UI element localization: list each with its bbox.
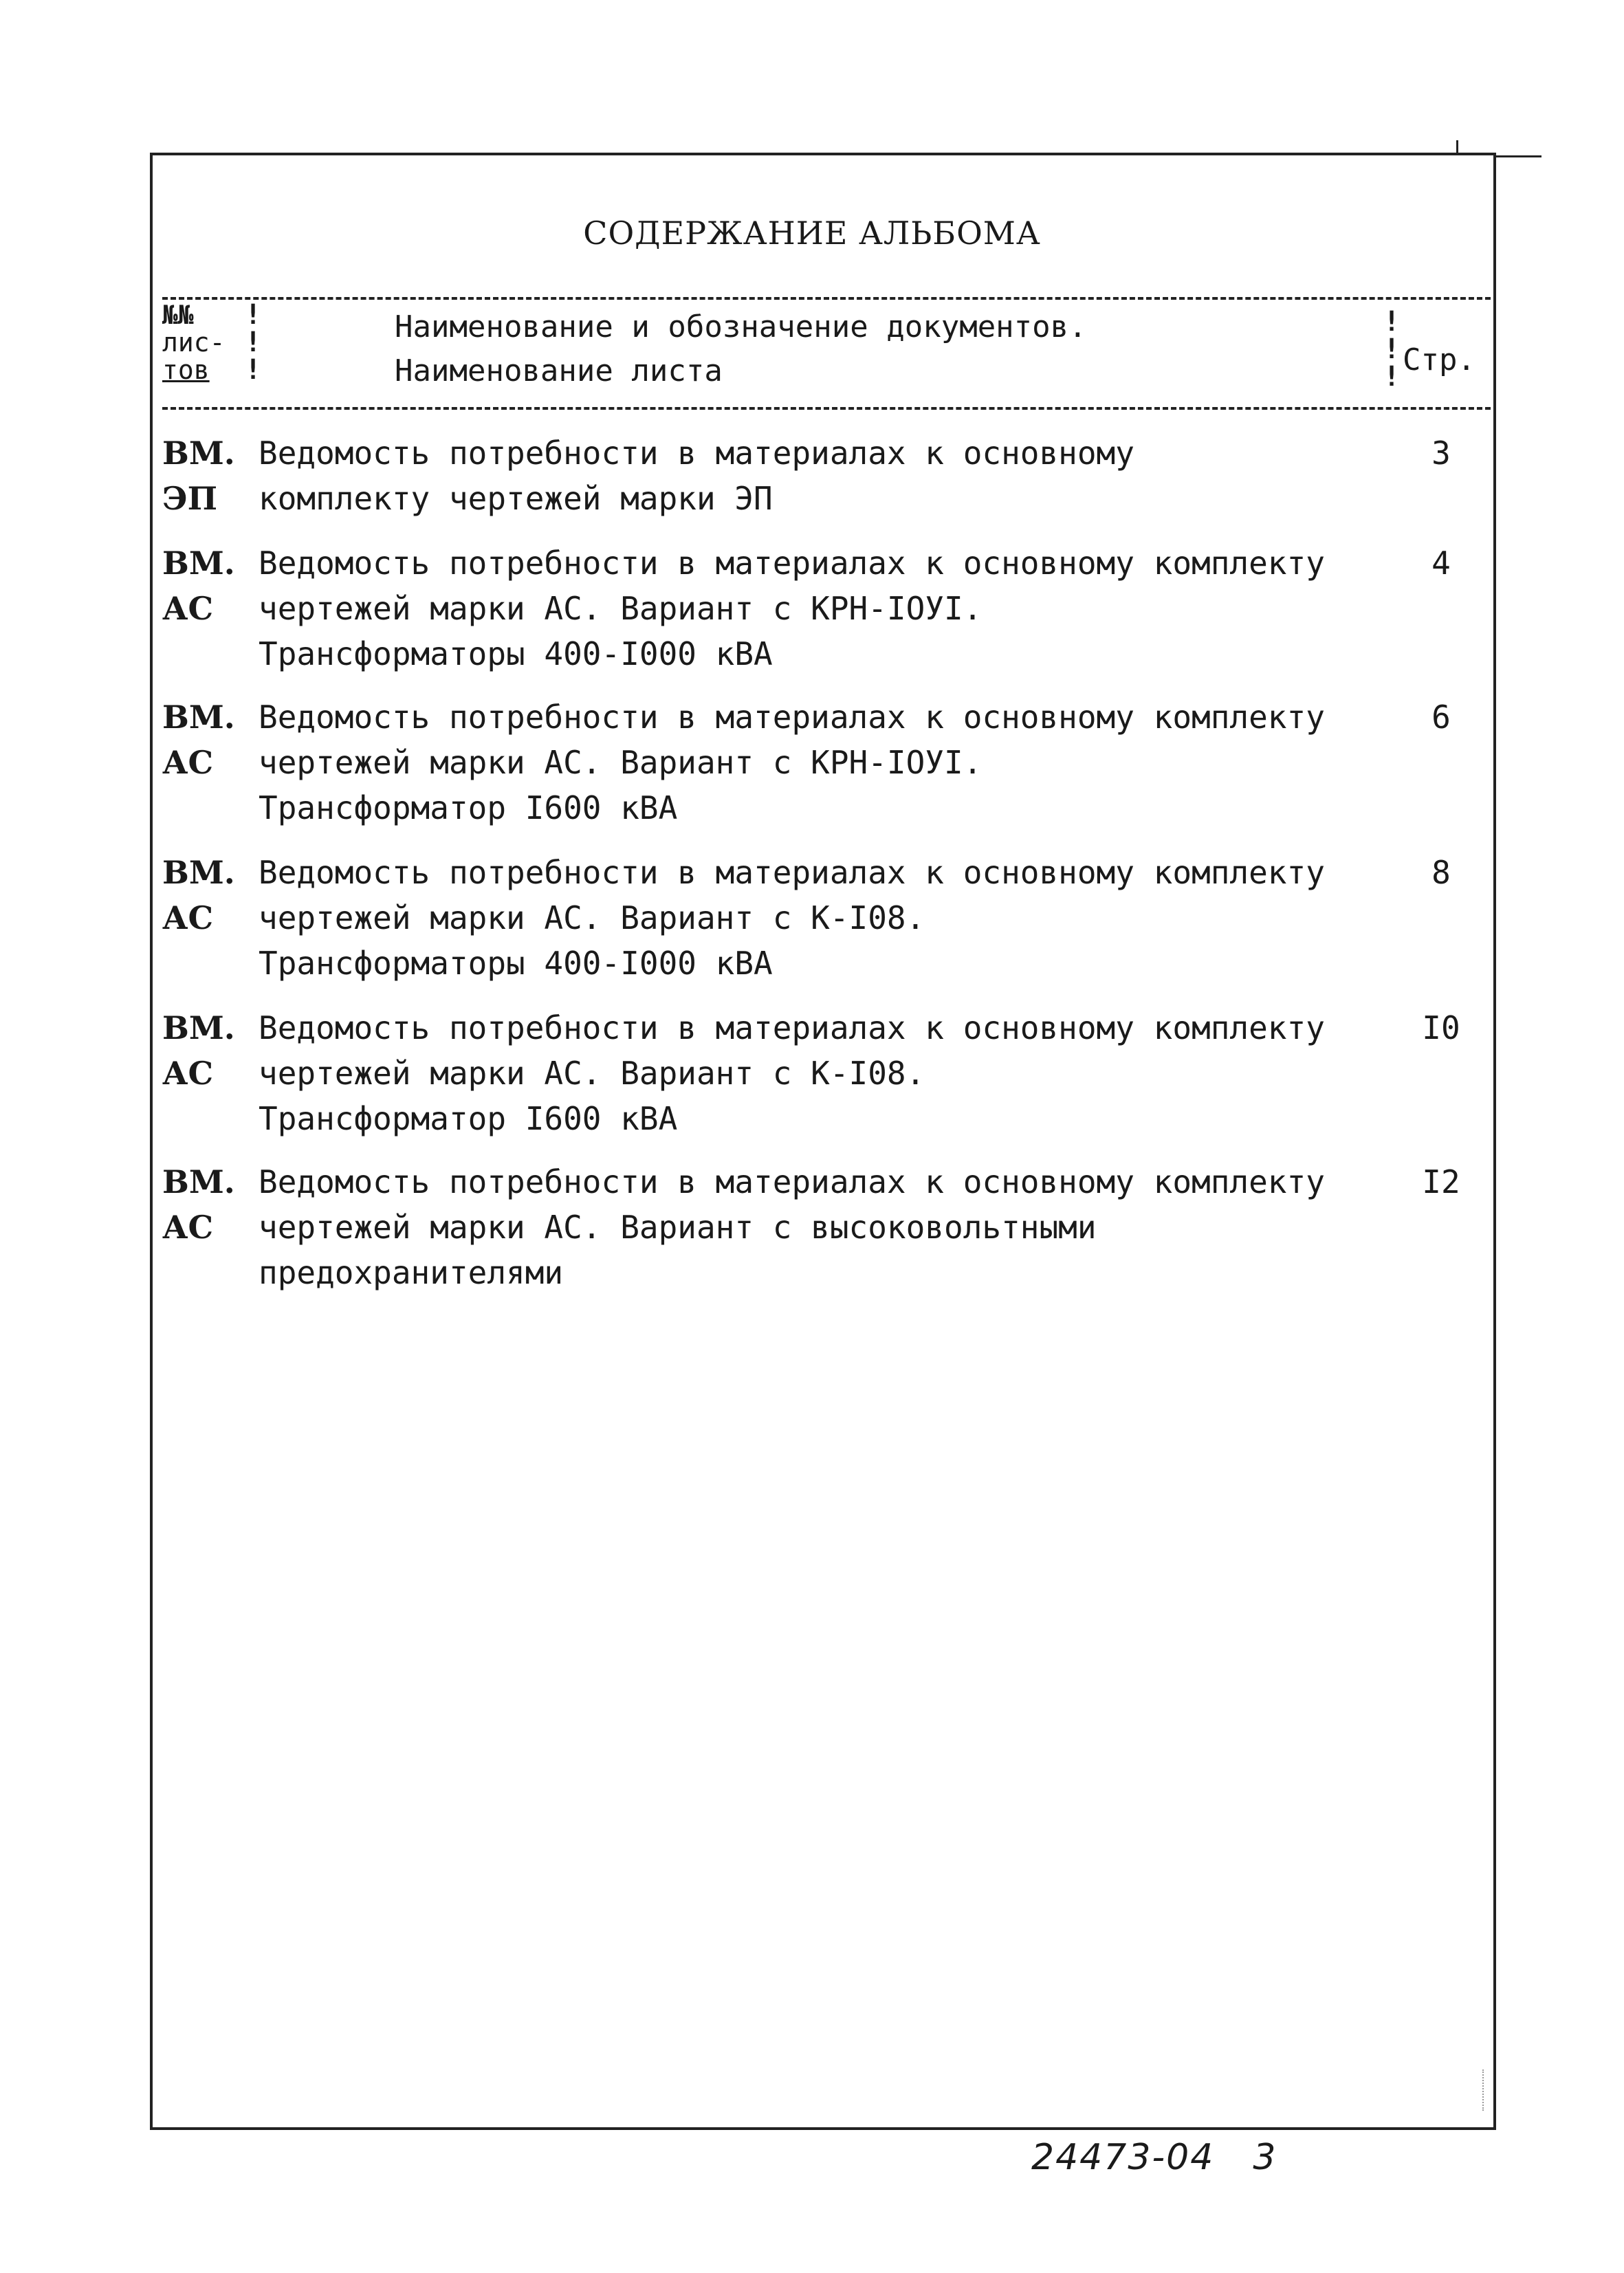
row-code-line2: АС: [162, 1209, 214, 1246]
row-page-number: 6: [1431, 699, 1451, 736]
row-text-line: чертежей марки АС. Вариант с К-I08.: [259, 1055, 925, 1092]
row-description: [259, 1159, 1427, 1295]
row-text-line: комплекту чертежей марки ЭП: [259, 480, 773, 517]
row-text-line: чертежей марки АС. Вариант с КРН-IОУI.: [259, 744, 983, 781]
row-description: [259, 850, 1427, 986]
row-text-line: Ведомость потребности в материалах к основному комплекту: [259, 699, 1325, 736]
row-code: [162, 1005, 259, 1096]
row-code-line2: АС: [162, 899, 214, 936]
row-code: [162, 850, 259, 941]
row-text-line: Трансформаторы 400-I000 кВА: [259, 635, 773, 672]
row-description: [259, 540, 1427, 677]
document-title: СОДЕРЖАНИЕ АЛЬБОМА: [583, 215, 1041, 252]
row-description: [259, 1005, 1427, 1141]
row-code: [162, 430, 259, 521]
row-text-line: чертежей марки АС. Вариант с КРН-IОУI.: [259, 590, 983, 627]
header-bottom-dashed-rule: [162, 407, 1491, 410]
row-code-line1: ВМ.: [162, 435, 235, 472]
row-code-line1: ВМ.: [162, 1009, 235, 1046]
row-text-line: предохранителями: [259, 1254, 564, 1291]
header-col1-line2: лис-: [162, 327, 226, 358]
row-text-line: Ведомость потребности в материалах к основному комплекту: [259, 545, 1325, 582]
row-text-line: Трансформатор I600 кВА: [259, 1100, 678, 1137]
header-page: Стр.: [1403, 342, 1475, 377]
row-text-line: Ведомость потребности в материалах к основному комплекту: [259, 1163, 1325, 1200]
row-code-line1: ВМ.: [162, 699, 235, 736]
frame-tick-mark: [1456, 140, 1458, 155]
header-col1-line3: тов: [162, 355, 210, 385]
header-col2-line1: Наименование и обозначение документов.: [395, 309, 1087, 344]
row-text-line: Трансформаторы 400-I000 кВА: [259, 945, 773, 982]
margin-stamp: [1482, 2069, 1491, 2111]
row-code: [162, 540, 259, 631]
header-top-dashed-rule: [162, 297, 1491, 300]
row-text-line: Трансформатор I600 кВА: [259, 789, 678, 826]
footer-page-number: 3: [1253, 2137, 1277, 2178]
row-page-number: I2: [1422, 1163, 1460, 1200]
row-text-line: чертежей марки АС. Вариант с высоковольтными: [259, 1209, 1097, 1246]
row-code-line1: ВМ.: [162, 545, 235, 582]
row-code-line2: ЭП: [162, 480, 218, 517]
row-code-line2: АС: [162, 590, 214, 627]
row-code-line1: ВМ.: [162, 1163, 235, 1200]
footer-document-code: [1031, 2137, 1277, 2178]
frame-top-extension: [1493, 155, 1541, 157]
row-description: [259, 694, 1427, 831]
footer-doc-number: 24473-04: [1031, 2137, 1215, 2178]
header-separator-right: ! ! !: [1383, 306, 1401, 393]
row-description: [259, 430, 1427, 521]
row-page-number: 4: [1431, 545, 1451, 582]
row-code: [162, 694, 259, 785]
header-document-name: [395, 305, 1357, 393]
header-col1-line1: №№: [162, 300, 194, 330]
row-text-line: чертежей марки АС. Вариант с К-I08.: [259, 899, 925, 936]
header-separator-left: ! ! !: [245, 299, 262, 386]
row-page-number: I0: [1422, 1009, 1460, 1046]
row-code-line2: АС: [162, 744, 214, 781]
row-text-line: Ведомость потребности в материалах к основному комплекту: [259, 1009, 1325, 1046]
row-page-number: 8: [1431, 854, 1451, 891]
row-page-number: 3: [1431, 435, 1451, 472]
row-text-line: Ведомость потребности в материалах к основному: [259, 435, 1134, 472]
header-col2-line2: Наименование листа: [395, 353, 723, 388]
row-code-line1: ВМ.: [162, 854, 235, 891]
row-code: [162, 1159, 259, 1250]
row-text-line: Ведомость потребности в материалах к основному комплекту: [259, 854, 1325, 891]
row-code-line2: АС: [162, 1055, 214, 1092]
